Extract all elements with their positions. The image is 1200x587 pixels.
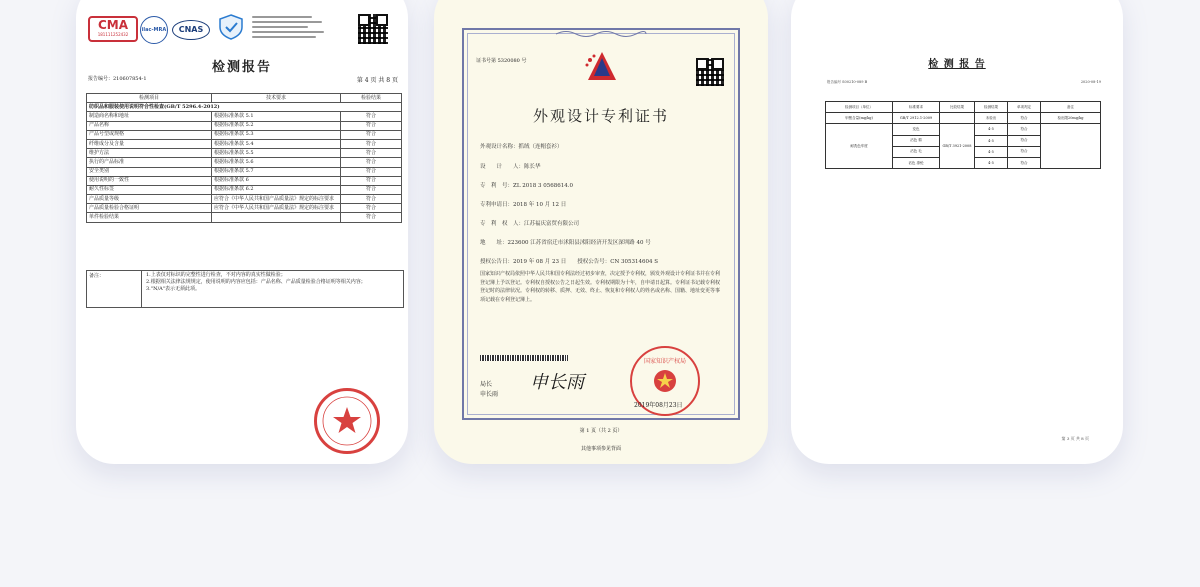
report-title: 检 测 报 告 [928, 59, 986, 70]
requirement-cell: 根据标准条款 5.5 [212, 149, 341, 158]
ilac-mra-logo: ilac-MRA [140, 16, 168, 44]
table-cell: 符合 [1008, 135, 1041, 146]
requirement-cell: 根据标准条款 5.2 [212, 121, 341, 130]
table-row [87, 158, 402, 167]
table-cell: 甲醛含量(mg/kg) [826, 113, 893, 124]
address-field: 地 址：223600 江苏省宿迁市沭阳县沭阳经济开发区深圳路 40 号 [480, 240, 651, 246]
table-cell: GB/T 2912.1-2009 [893, 113, 940, 124]
item-cell: 产品质量等级 [87, 195, 212, 204]
table-row [87, 121, 402, 130]
cnas-logo: CNAS [172, 20, 210, 40]
item-cell: 产品名称 [87, 121, 212, 130]
item-cell: 产品号型或规格 [87, 130, 212, 139]
result-cell: 符合 [341, 121, 402, 130]
result-cell: 符合 [341, 158, 402, 167]
note-line: 3."N/A"表示无须此项。 [146, 286, 201, 292]
certificate-body-text: 国家知识产权局依照中华人民共和国专利法经过初步审查，决定授予专利权，颁发外观设计专利证书并在专利登记簿上予以登记。专利权自授权公告之日起生效。专利权期限为十年，自申请日起算。专利证书记载专利权登记时的法律状况。专利权的转移、质押、无效、终止、恢复和专利权人的姓名或名称、国籍、地址变更等事项记载在专利登记簿上。 [480, 271, 721, 303]
table-cell: 4-5 [975, 124, 1008, 135]
requirement-cell: 根据标准条款 6 [212, 176, 341, 185]
item-cell: 耐久性标签 [87, 185, 212, 194]
results-table [825, 101, 1101, 169]
item-cell: 安全类别 [87, 167, 212, 176]
design-name-field: 外观设计名称：抓绒（连帽套衫） [480, 144, 563, 150]
table-cell: 沾色 棉 [893, 135, 940, 146]
header-cell: 检测项目（单位） [826, 102, 893, 113]
table-row [87, 176, 402, 185]
table-header-row [826, 102, 1101, 113]
requirement-cell: 应符合《中华人民共和国产品质量法》规定的标注要求 [212, 195, 341, 204]
requirement-cell: 根据标准条款 5.3 [212, 130, 341, 139]
table-row [87, 213, 402, 222]
shield-icon [216, 14, 246, 40]
signature: 申长雨 [530, 372, 584, 393]
table-row [87, 149, 402, 158]
table-row [87, 204, 402, 213]
table-cell: 符合 [1008, 113, 1041, 124]
patentee-field: 专 利 权 人：江苏福庆富贸有限公司 [480, 221, 580, 227]
result-cell: 符合 [341, 185, 402, 194]
patent-certificate-card [434, 0, 768, 464]
certificate-page: 第 1 页（共 2 页） [579, 428, 623, 434]
table-cell [1041, 124, 1101, 169]
qr-code [696, 58, 724, 86]
qr-code [358, 14, 388, 44]
requirement-cell: 应符合《中华人民共和国产品质量法》规定的标注要求 [212, 204, 341, 213]
signer-title: 局长 [480, 381, 493, 388]
table-row [826, 124, 1101, 135]
requirement-cell: 根据标准条款 5.1 [212, 112, 341, 121]
header-cell: 标准要求 [893, 102, 940, 113]
table-cell: 沾色 毛 [893, 146, 940, 157]
result-cell: 符合 [341, 213, 402, 222]
item-cell: 维护方法 [87, 149, 212, 158]
requirement-cell: 根据标准条款 5.6 [212, 158, 341, 167]
table-row [87, 185, 402, 194]
notes-label: 备注： [87, 271, 142, 307]
patent-office-emblem [582, 50, 622, 86]
ornament-top [554, 24, 648, 34]
header-cell: 备注 [1041, 102, 1101, 113]
table-row [87, 139, 402, 148]
header-cell: 比较结果 [940, 102, 975, 113]
application-date-field: 专利申请日：2018 年 10 月 12 日 [480, 202, 567, 208]
table-row [87, 167, 402, 176]
result-cell: 符合 [341, 139, 402, 148]
standard-cell: GB/T 3921-2008 [940, 124, 975, 169]
certificate-footer: 其他事项参见背面 [580, 446, 621, 452]
notes-text [146, 272, 400, 293]
table-cell [940, 113, 975, 124]
header-cell: 技术要求 [212, 94, 341, 103]
result-cell: 符合 [341, 130, 402, 139]
group-label-cell [826, 124, 893, 169]
signer-name: 申长雨 [480, 391, 499, 398]
seal-text: 国家知识产权局 [643, 358, 686, 365]
report-number: 报告编号 S00210-089 B [827, 80, 868, 84]
notes-box [86, 270, 404, 308]
result-cell: 符合 [341, 149, 402, 158]
header-cell: 检测项目 [87, 94, 212, 103]
designer-field: 设 计 人：陈长华 [480, 164, 541, 170]
header-cell: 检测结果 [975, 102, 1008, 113]
table-row [87, 112, 402, 121]
table-cell: 未检出 [975, 113, 1008, 124]
standard-row [87, 103, 402, 112]
table-cell: 4-5 [975, 135, 1008, 146]
requirement-cell: 根据标准条款 6.2 [212, 185, 341, 194]
inspection-seal [314, 388, 380, 454]
table-cell: 符合 [1008, 157, 1041, 168]
table-cell: 变色 [893, 124, 940, 135]
test-report-card [76, 0, 408, 464]
table-row [87, 195, 402, 204]
item-cell: 使用说明的一致性 [87, 176, 212, 185]
lab-contact-info [252, 16, 332, 38]
header-cell: 检验结果 [341, 94, 402, 103]
page-info: 第 3 页 共 8 页 [1061, 436, 1089, 441]
grant-date-field: 授权公告日：2019 年 08 月 23 日 授权公告号：CN 305314604 S [480, 259, 659, 265]
result-cell: 符合 [341, 112, 402, 121]
requirement-cell [212, 213, 341, 222]
report-title: 检测报告 [211, 60, 272, 75]
item-cell: 产品质量检验合格证明 [87, 204, 212, 213]
item-cell: 纤维成分及含量 [87, 139, 212, 148]
item-cell: 制造商名称和地址 [87, 112, 212, 121]
table-cell: 符合 [1008, 124, 1041, 135]
standard-cell: 纺织品和服装使用说明符合性检查(GB/T 5296.4-2012) [87, 103, 402, 112]
result-cell: 符合 [341, 195, 402, 204]
table-header-row [87, 94, 402, 103]
table-row [826, 113, 1101, 124]
cma-logo: CMA 181111252432 [88, 16, 138, 42]
table-cell: 检出限20mg/kg [1041, 113, 1101, 124]
requirement-cell: 根据标准条款 5.4 [212, 139, 341, 148]
certificate-number: 证书号第 5320080 号 [476, 58, 527, 64]
test-report-page-card [791, 0, 1123, 464]
report-date: 2020-08-19 [1080, 80, 1101, 84]
table-cell: 4-5 [975, 157, 1008, 168]
group-label: 耐洗色牢度 [850, 143, 868, 148]
certificate-title: 外观设计专利证书 [532, 107, 669, 125]
note-line: 2.根据相关法律法规规定，使用说明的内容应包括：产品名称、产品质量检验合格证明等相关内容； [146, 279, 366, 285]
report-table [86, 93, 402, 223]
note-line: 1.上表仅对标识的完整性进行检查，不对内容的真实性做检验； [146, 272, 286, 278]
item-cell: 单件检验结果 [87, 213, 212, 222]
page-info: 第 4 页 共 8 页 [356, 77, 398, 84]
table-cell: 4-5 [975, 146, 1008, 157]
requirement-cell: 根据标准条款 5.7 [212, 167, 341, 176]
national-emblem-icon [650, 368, 680, 394]
seal-date: 2019年08月23日 [634, 402, 683, 409]
report-number: 报告编号：210607854-1 [88, 76, 147, 82]
table-row [87, 130, 402, 139]
result-cell: 符合 [341, 167, 402, 176]
barcode [480, 355, 568, 361]
result-cell: 符合 [341, 176, 402, 185]
table-cell: 符合 [1008, 146, 1041, 157]
patent-number-field: 专 利 号：ZL 2018 3 0568614.0 [480, 183, 573, 189]
result-cell: 符合 [341, 204, 402, 213]
item-cell: 执行的产品标准 [87, 158, 212, 167]
table-cell: 沾色 涤纶 [893, 157, 940, 168]
header-cell: 单项判定 [1008, 102, 1041, 113]
